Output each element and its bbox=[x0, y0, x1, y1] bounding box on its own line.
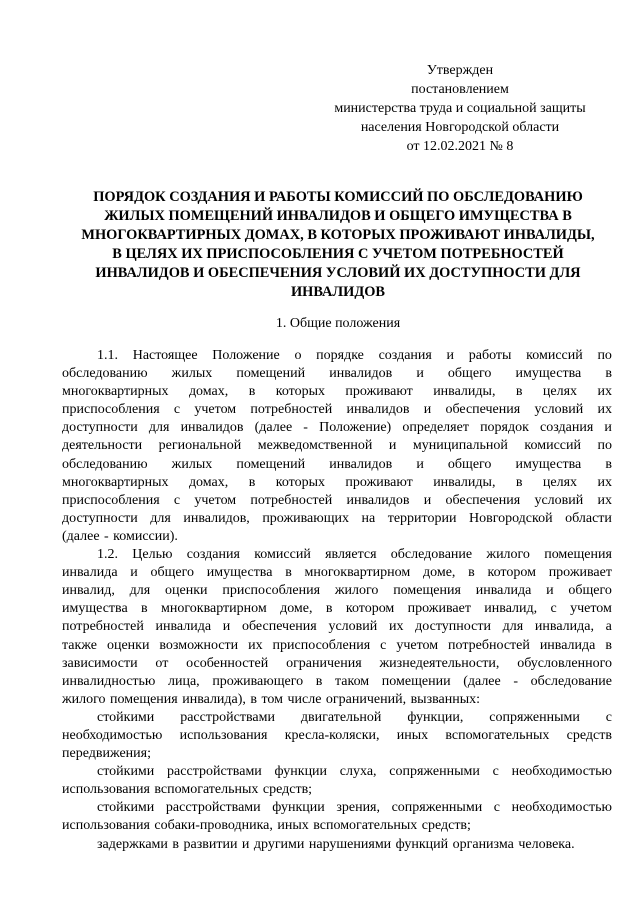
word: работы bbox=[468, 348, 512, 363]
word: доступности bbox=[62, 510, 138, 526]
word: стойкими bbox=[97, 800, 155, 816]
word: числе bbox=[287, 691, 322, 707]
word: развитии bbox=[183, 836, 238, 852]
text-line bbox=[62, 528, 612, 546]
word: сопряженными bbox=[391, 800, 483, 816]
word: иных bbox=[277, 818, 309, 834]
word: инвалид, bbox=[62, 583, 115, 599]
text-line bbox=[62, 474, 612, 492]
word: 1.1. bbox=[97, 348, 118, 363]
word: и bbox=[130, 565, 138, 581]
word: комиссии). bbox=[113, 528, 178, 544]
word: их bbox=[248, 637, 263, 653]
word: вызванных: bbox=[410, 691, 481, 707]
word: инвалидов bbox=[180, 420, 244, 436]
word: является bbox=[325, 547, 377, 563]
word: жилого bbox=[62, 691, 106, 707]
word: деятельности bbox=[62, 438, 143, 454]
word: функций bbox=[395, 836, 449, 852]
word: комиссий bbox=[254, 547, 311, 563]
word: инвалида, bbox=[534, 619, 594, 635]
word: Целью bbox=[132, 547, 173, 563]
word: функции bbox=[274, 764, 328, 780]
title-line: ИНВАЛИДОВ bbox=[290, 284, 386, 300]
word: жилого bbox=[486, 547, 530, 563]
word: организма bbox=[452, 836, 514, 852]
word: в bbox=[325, 601, 333, 617]
word: и bbox=[423, 402, 432, 418]
word: передвижения; bbox=[62, 746, 151, 762]
word: их bbox=[597, 384, 612, 400]
word: условий bbox=[534, 402, 584, 418]
word: средств; bbox=[421, 818, 471, 834]
word: общего bbox=[447, 456, 492, 472]
word: в bbox=[248, 384, 256, 400]
word: создания bbox=[540, 420, 594, 436]
word: проживает bbox=[548, 565, 612, 581]
word: на bbox=[361, 510, 376, 526]
word: помещения bbox=[544, 547, 612, 563]
word: стойкими bbox=[97, 709, 155, 725]
word: инвалидов bbox=[329, 456, 393, 472]
word: помещений bbox=[236, 366, 306, 382]
word: их bbox=[388, 619, 404, 635]
word: и bbox=[416, 366, 424, 382]
text-line bbox=[62, 582, 612, 600]
word: межведомственной bbox=[257, 438, 373, 454]
word: Положение bbox=[212, 348, 280, 363]
word: (далее bbox=[463, 673, 501, 689]
word: иных bbox=[396, 727, 429, 743]
document-body bbox=[62, 347, 612, 854]
word: жилого bbox=[334, 583, 379, 599]
word: и bbox=[546, 583, 554, 599]
text-line bbox=[62, 419, 612, 437]
title-line: ПОРЯДОК СОЗДАНИЯ И РАБОТЫ КОМИССИЙ ПО ОБСЛЕДОВАНИЮ bbox=[93, 189, 583, 205]
text-line bbox=[62, 456, 612, 474]
word: ограничения bbox=[286, 655, 362, 671]
word: стойкими bbox=[97, 764, 155, 780]
word: целях bbox=[542, 384, 578, 400]
text-line bbox=[62, 745, 612, 763]
word: котором bbox=[345, 601, 395, 617]
word: и bbox=[388, 438, 397, 454]
word: расстройствами bbox=[167, 764, 262, 780]
word: задержками bbox=[97, 836, 168, 852]
word: по bbox=[597, 348, 612, 363]
word: инвалидов, bbox=[183, 510, 250, 526]
word: инвалид, bbox=[484, 601, 538, 617]
text-line bbox=[62, 655, 612, 673]
word: в bbox=[605, 637, 612, 653]
word: потребностей bbox=[448, 637, 530, 653]
word: имущества bbox=[62, 601, 128, 617]
word: кресла-коляски, bbox=[284, 727, 380, 743]
text-line bbox=[62, 347, 612, 365]
word: приспособления bbox=[222, 583, 321, 599]
word: потребностей bbox=[250, 402, 333, 418]
word: оценки bbox=[165, 583, 208, 599]
text-line bbox=[62, 564, 612, 582]
word: также bbox=[62, 637, 98, 653]
approval-line: от 12.02.2021 № 8 bbox=[406, 139, 514, 154]
word: - bbox=[104, 528, 109, 544]
word: Новгородской bbox=[468, 510, 553, 526]
word: для bbox=[148, 420, 170, 436]
word: в bbox=[141, 601, 148, 617]
word: таком bbox=[334, 673, 370, 689]
word: общего bbox=[150, 565, 195, 581]
word: проживают bbox=[345, 384, 413, 400]
word: сопряженными bbox=[489, 709, 580, 725]
word: территории bbox=[387, 510, 457, 526]
word: доме, bbox=[280, 601, 313, 617]
approval-line: министерства труда и социальной защиты bbox=[334, 101, 586, 116]
word: создания bbox=[186, 547, 240, 563]
word: ограничений, bbox=[325, 691, 407, 707]
approval-line: постановлением bbox=[411, 82, 509, 97]
word: для bbox=[150, 510, 171, 526]
word: - bbox=[513, 673, 519, 689]
word: имущества bbox=[515, 456, 582, 472]
word: использования bbox=[62, 818, 150, 834]
word: использования bbox=[62, 782, 150, 798]
word: с bbox=[550, 601, 557, 617]
word: сопряженными bbox=[389, 764, 480, 780]
word: инвалиды, bbox=[433, 384, 496, 400]
text-line bbox=[62, 727, 612, 745]
word: их bbox=[597, 492, 612, 508]
title-line: ЖИЛЫХ ПОМЕЩЕНИЙ ИНВАЛИДОВ И ОБЩЕГО ИМУЩЕСТВА В bbox=[104, 208, 572, 224]
word: проживает bbox=[407, 601, 471, 617]
word: Настоящее bbox=[132, 348, 198, 363]
word: в bbox=[248, 474, 256, 490]
title-line: В ЦЕЛЯХ ИХ ПРИСПОСОБЛЕНИЯ С УЧЕТОМ ПОТРЕБНОСТЕЙ bbox=[112, 246, 564, 262]
word: в bbox=[605, 456, 612, 472]
word: о bbox=[294, 348, 302, 363]
word: другими bbox=[253, 836, 305, 852]
word: доступности bbox=[415, 619, 491, 635]
word: потребностей bbox=[250, 492, 333, 508]
word: и bbox=[222, 619, 231, 635]
word: домах, bbox=[188, 384, 229, 400]
word: в bbox=[172, 836, 180, 852]
title-line: МНОГОКВАРТИРНЫХ ДОМАХ, В КОТОРЫХ ПРОЖИВАЮТ ИНВАЛИДЫ, bbox=[81, 227, 595, 243]
word: обследование bbox=[390, 547, 473, 563]
word: их bbox=[597, 474, 612, 490]
text-line bbox=[62, 401, 612, 419]
word: домах, bbox=[188, 474, 229, 490]
word: Положение) bbox=[319, 420, 392, 436]
approval-stamp bbox=[310, 61, 610, 156]
word: необходимостью bbox=[511, 764, 612, 780]
word: в bbox=[250, 691, 258, 707]
word: приспособления bbox=[272, 637, 371, 653]
word: необходимостью bbox=[62, 727, 163, 743]
word: учетом bbox=[194, 402, 237, 418]
word: инвалида), bbox=[182, 691, 246, 707]
word: зависимости bbox=[62, 655, 138, 671]
word: - bbox=[303, 420, 308, 436]
word: зрения, bbox=[336, 800, 380, 816]
word: проживающих bbox=[262, 510, 349, 526]
word: в bbox=[315, 673, 323, 689]
word: проживают bbox=[345, 474, 413, 490]
text-line bbox=[62, 781, 612, 799]
text-line bbox=[62, 510, 612, 528]
word: инвалидов bbox=[346, 492, 410, 508]
word: учетом bbox=[194, 492, 237, 508]
word: инвалида bbox=[155, 619, 212, 635]
word: условий bbox=[328, 619, 378, 635]
word: учетом bbox=[396, 637, 439, 653]
text-line bbox=[62, 383, 612, 401]
word: которых bbox=[275, 384, 325, 400]
word: инвалидов bbox=[346, 402, 410, 418]
word: вспомогательных bbox=[445, 727, 550, 743]
word: расстройствами bbox=[165, 800, 261, 816]
word: вспомогательных bbox=[154, 782, 259, 798]
word: (далее bbox=[62, 528, 100, 544]
word: с bbox=[380, 637, 387, 653]
word: жилых bbox=[171, 456, 213, 472]
word: в bbox=[468, 565, 475, 581]
text-line bbox=[62, 365, 612, 383]
word: с bbox=[492, 764, 499, 780]
approval-line: населения Новгородской области bbox=[360, 120, 560, 135]
word: возможности bbox=[159, 637, 239, 653]
text-line bbox=[62, 709, 612, 727]
word: вспомогательных bbox=[313, 818, 418, 834]
word: их bbox=[597, 402, 612, 418]
word: в bbox=[515, 474, 523, 490]
word: порядке bbox=[316, 348, 364, 363]
word: 1.2. bbox=[97, 547, 118, 563]
word: в bbox=[285, 565, 292, 581]
text-line bbox=[62, 600, 612, 618]
word: (далее bbox=[254, 420, 293, 436]
word: которых bbox=[275, 474, 325, 490]
text-line bbox=[62, 836, 612, 854]
word: и bbox=[241, 836, 250, 852]
text-line bbox=[62, 673, 612, 691]
word: от bbox=[155, 655, 169, 671]
approval-line: Утвержден bbox=[426, 63, 494, 78]
word: условий bbox=[534, 492, 584, 508]
text-line bbox=[62, 637, 612, 655]
text-line bbox=[62, 799, 612, 817]
word: средств; bbox=[262, 782, 313, 798]
text-line bbox=[62, 817, 612, 835]
word: обследование bbox=[530, 673, 612, 689]
word: особенностей bbox=[186, 655, 269, 671]
word: необходимостью bbox=[511, 800, 612, 816]
word: доме, bbox=[422, 565, 456, 581]
word: использования bbox=[179, 727, 268, 743]
word: создания bbox=[378, 348, 432, 363]
word: многоквартирных bbox=[62, 384, 169, 400]
word: целях bbox=[542, 474, 578, 490]
word: человека. bbox=[518, 836, 575, 852]
word: лица, bbox=[168, 673, 200, 689]
word: имущества bbox=[515, 366, 582, 382]
word: инвалида bbox=[62, 565, 118, 581]
word: средств bbox=[566, 727, 612, 743]
word: слуха, bbox=[339, 764, 377, 780]
word: обеспечения bbox=[241, 619, 317, 635]
section-heading: 1. Общие положения bbox=[275, 316, 401, 331]
word: для bbox=[502, 619, 524, 635]
document-title bbox=[62, 188, 614, 302]
word: с bbox=[605, 709, 612, 725]
word: обследованию bbox=[62, 456, 148, 472]
word: учетом bbox=[570, 601, 612, 617]
word: обусловленного bbox=[517, 655, 612, 671]
word: и bbox=[416, 456, 424, 472]
word: собаки-проводника, bbox=[154, 818, 273, 834]
word: потребностей bbox=[62, 619, 144, 635]
word: общего bbox=[447, 366, 492, 382]
word: обследованию bbox=[62, 366, 148, 382]
word: определяет bbox=[402, 420, 469, 436]
word: помещении bbox=[381, 673, 451, 689]
word: том bbox=[261, 691, 284, 707]
word: расстройствами bbox=[180, 709, 275, 725]
word: общего bbox=[568, 583, 612, 599]
word: и bbox=[446, 348, 455, 363]
word: оценки bbox=[106, 637, 150, 653]
word: многоквартирных bbox=[62, 474, 169, 490]
text-line bbox=[62, 492, 612, 510]
word: жизнедеятельности, bbox=[379, 655, 500, 671]
word: многоквартирном bbox=[304, 565, 411, 581]
word: котором bbox=[487, 565, 536, 581]
text-line bbox=[62, 437, 612, 455]
word: комиссий bbox=[526, 348, 583, 363]
word: нарушениями bbox=[308, 836, 392, 852]
word: помещения bbox=[110, 691, 178, 707]
word: и bbox=[604, 420, 612, 436]
word: в bbox=[605, 366, 612, 382]
word: в bbox=[515, 384, 523, 400]
word: с bbox=[493, 800, 500, 816]
word: инвалида bbox=[475, 583, 532, 599]
text-line bbox=[62, 618, 612, 636]
word: обеспечения bbox=[445, 402, 521, 418]
word: доступности bbox=[62, 420, 138, 436]
word: инвалидов bbox=[329, 366, 393, 382]
word: жилых bbox=[171, 366, 213, 382]
word: помещений bbox=[236, 456, 306, 472]
word: а bbox=[605, 619, 612, 635]
word: для bbox=[129, 583, 151, 599]
word: с bbox=[173, 492, 181, 508]
word: порядок bbox=[480, 420, 529, 436]
word: многоквартирном bbox=[161, 601, 267, 617]
word: приспособления bbox=[62, 402, 160, 418]
word: обеспечения bbox=[445, 492, 521, 508]
word: муниципальной bbox=[412, 438, 508, 454]
word: двигательной bbox=[300, 709, 382, 725]
word: помещения bbox=[393, 583, 461, 599]
word: по bbox=[597, 438, 612, 454]
title-line: ИНВАЛИДОВ И ОБЕСПЕЧЕНИЯ УСЛОВИЙ ИХ ДОСТУПНОСТИ ДЛЯ bbox=[95, 265, 581, 281]
word: функции, bbox=[407, 709, 464, 725]
word: региональной bbox=[158, 438, 242, 454]
word: области bbox=[565, 510, 612, 526]
text-line bbox=[62, 546, 612, 564]
word: комиссий bbox=[524, 438, 581, 454]
word: функции bbox=[272, 800, 325, 816]
word: инвалидностью bbox=[62, 673, 156, 689]
word: имущества bbox=[206, 565, 273, 581]
text-line bbox=[62, 691, 612, 709]
word: инвалиды, bbox=[433, 474, 496, 490]
word: и bbox=[423, 492, 432, 508]
word: с bbox=[173, 402, 181, 418]
word: приспособления bbox=[62, 492, 160, 508]
text-line bbox=[62, 763, 612, 781]
word: инвалида bbox=[539, 637, 596, 653]
word: проживающего bbox=[212, 673, 304, 689]
